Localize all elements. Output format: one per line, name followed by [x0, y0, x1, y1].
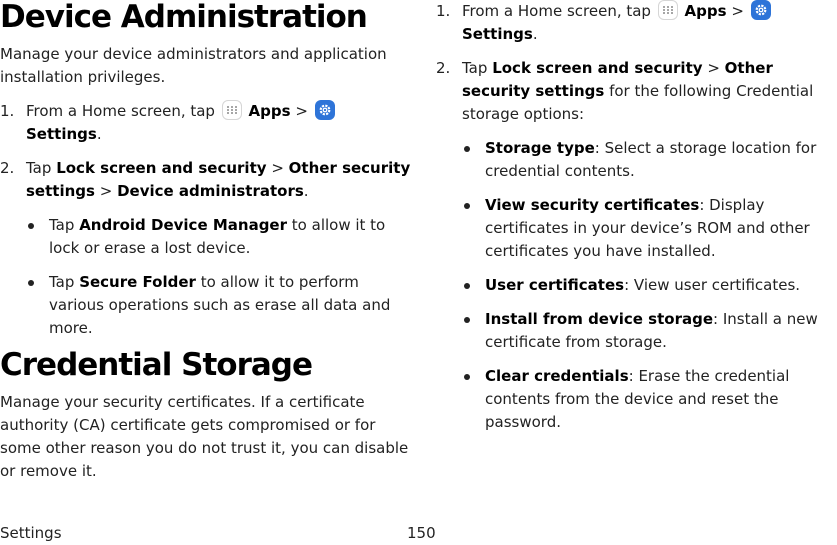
- admin-step-2: [0, 157, 412, 203]
- other-security-label: Other security settings: [462, 59, 773, 100]
- apps-grid-icon: [222, 100, 242, 120]
- list-item: [436, 194, 837, 263]
- bullet-dot: [464, 146, 470, 152]
- bullet-dot: [28, 280, 34, 286]
- credential-step-2: [436, 57, 837, 126]
- admin-steps-list: [0, 100, 412, 203]
- option-label: View security certificates: [485, 196, 700, 214]
- option-label: Storage type: [485, 139, 595, 157]
- list-item: [436, 137, 837, 183]
- credential-storage-intro: Manage your security certificates. If a certificate authority (CA) certificate gets compromised or for some other reason you do not trust it, you can disable or remove it.: [0, 393, 409, 480]
- credential-storage-heading: Credential Storage: [0, 347, 312, 383]
- apps-label: Apps: [684, 2, 727, 20]
- left-column: [0, 0, 412, 483]
- other-security-label: Other security settings: [26, 159, 411, 200]
- punctuation: .: [532, 25, 538, 43]
- step-text: Tap: [26, 159, 52, 177]
- option-text: : Select a storage location for credential contents.: [485, 139, 817, 180]
- credential-step-1: [436, 0, 837, 46]
- settings-label: Settings: [26, 125, 97, 143]
- admin-bullets-list: [0, 214, 412, 340]
- separator: >: [271, 159, 284, 177]
- apps-label: Apps: [248, 102, 291, 120]
- separator: >: [707, 59, 720, 77]
- list-item: [436, 274, 837, 297]
- option-text: : Install a new certificate from storage.: [485, 310, 818, 351]
- footer-section-name: Settings: [0, 524, 62, 542]
- bullet-text: to allow it to perform various operations such as erase all data and more.: [49, 273, 391, 337]
- list-item: [436, 365, 837, 434]
- credential-options-list: [436, 137, 837, 434]
- list-item: [0, 271, 412, 340]
- step-number: 2.: [436, 59, 451, 77]
- right-column: [436, 0, 837, 434]
- list-item: [0, 214, 412, 260]
- option-label: Install from device storage: [485, 310, 714, 328]
- device-administration-intro: Manage your device administrators and application installation privileges.: [0, 45, 387, 86]
- list-item: [436, 308, 837, 354]
- bullet-tap: Tap: [49, 273, 75, 291]
- bullet-dot: [464, 283, 470, 289]
- separator: >: [295, 102, 308, 120]
- punctuation: .: [96, 125, 102, 143]
- bullet-label: Secure Folder: [79, 273, 196, 291]
- bullet-tap: Tap: [49, 216, 75, 234]
- option-text: : Erase the credential contents from the device and reset the password.: [485, 367, 790, 431]
- bullet-dot: [464, 203, 470, 209]
- admin-step-1: [0, 100, 412, 146]
- apps-grid-icon: [658, 0, 678, 20]
- step-number: 1.: [436, 2, 451, 20]
- option-text: : View user certificates.: [624, 276, 801, 294]
- separator: >: [731, 2, 744, 20]
- settings-label: Settings: [462, 25, 533, 43]
- option-label: Clear credentials: [485, 367, 629, 385]
- bullet-dot: [28, 223, 34, 229]
- step-text: Tap: [462, 59, 488, 77]
- bullet-text: to allow it to lock or erase a lost device.: [49, 216, 386, 257]
- settings-gear-icon: [751, 0, 771, 20]
- bullet-dot: [464, 374, 470, 380]
- page-number: 150: [407, 524, 436, 542]
- bullet-label: Android Device Manager: [79, 216, 288, 234]
- step-text: From a Home screen, tap: [26, 102, 215, 120]
- device-administration-heading: Device Administration: [0, 0, 367, 35]
- option-label: User certificates: [485, 276, 625, 294]
- lock-screen-label: Lock screen and security: [492, 59, 703, 77]
- settings-gear-icon: [315, 100, 335, 120]
- lock-screen-label: Lock screen and security: [56, 159, 267, 177]
- step-number: 2.: [0, 159, 15, 177]
- step-number: 1.: [0, 102, 15, 120]
- option-text: : Display certificates in your device’s ROM and other certificates you have installed.: [485, 196, 810, 260]
- credential-steps-list: [436, 0, 837, 126]
- device-administrators-label: Device administrators: [117, 182, 304, 200]
- bullet-dot: [464, 317, 470, 323]
- punctuation: .: [303, 182, 309, 200]
- step-text: for the following Credential storage options:: [462, 82, 814, 123]
- separator: >: [99, 182, 113, 200]
- step-text: From a Home screen, tap: [462, 2, 651, 20]
